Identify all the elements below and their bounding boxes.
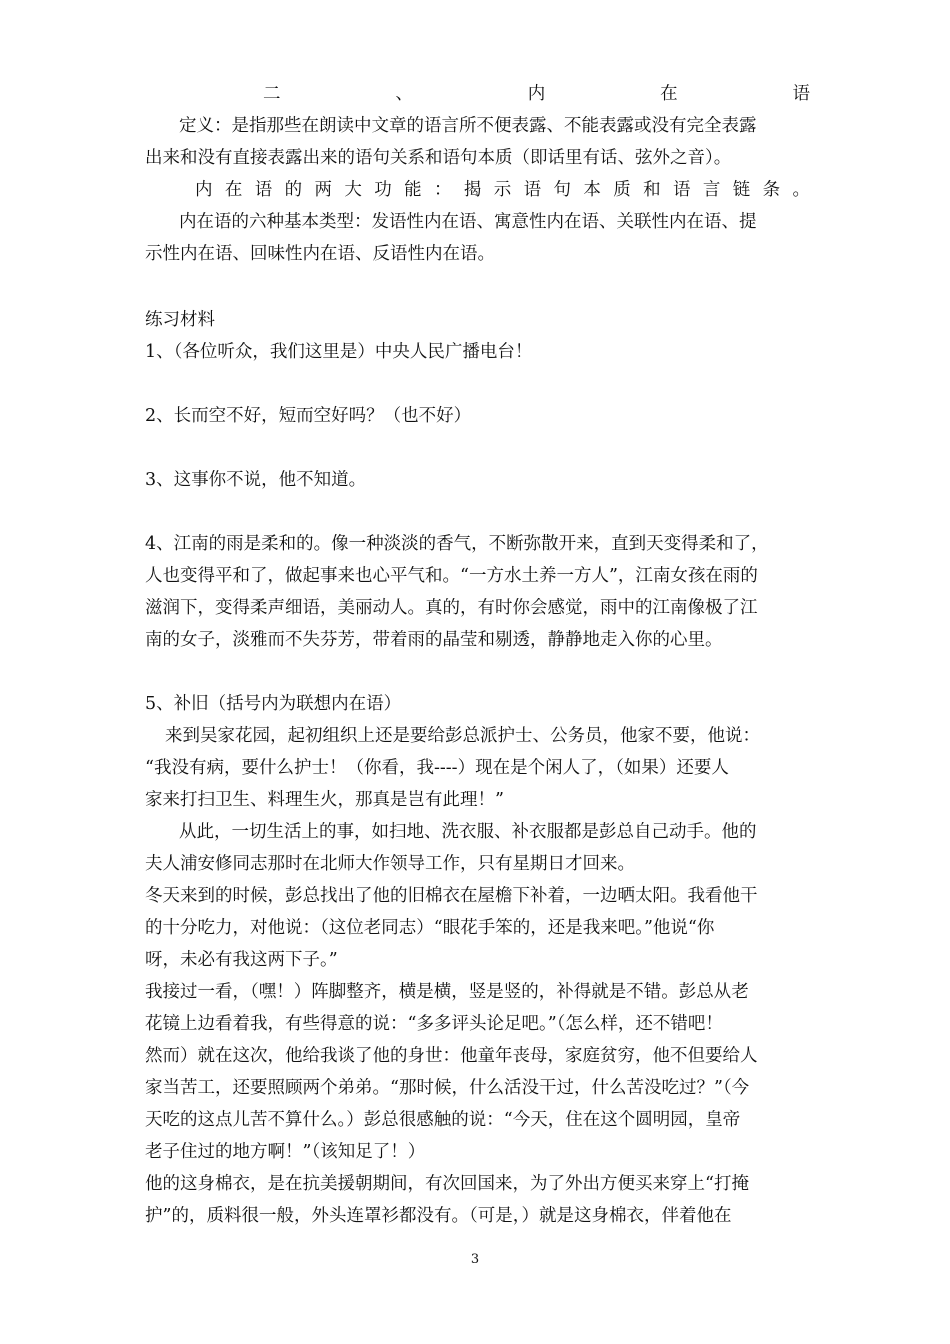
functions-char: 语 — [523, 180, 542, 200]
item5-line: 然而）就在这次，他给我谈了他的身世：他童年丧母，家庭贫穷，他不但要给人 — [145, 1046, 758, 1066]
functions-char: 功 — [374, 180, 392, 200]
functions-char: 质 — [613, 180, 631, 200]
item4-line: 人也变得平和了，做起事来也心平气和。“一方水土养一方人”，江南女孩在雨的 — [145, 566, 758, 586]
functions-char: 大 — [344, 180, 362, 200]
functions-char: 揭 — [463, 180, 482, 200]
item5-line: “我没有病，要什么护士！（你看，我----）现在是个闲人了，（如果）还要人 — [145, 758, 729, 778]
practice-item-1: 1、（各位听众，我们这里是）中央人民广播电台！ — [145, 342, 533, 362]
definition-line: 出来和没有直接表露出来的语句关系和语句本质（即话里有话、弦外之音）。 — [145, 148, 732, 168]
heading-char: 内 — [527, 84, 546, 104]
functions-char: 的 — [284, 180, 303, 200]
functions-char: 内 — [195, 180, 213, 200]
functions-char: 和 — [643, 180, 661, 200]
heading-char: 在 — [660, 84, 678, 104]
item5-line: 护”的，质料很一般，外头连罩衫都没有。（可是，）就是这身棉衣，伴着他在 — [145, 1206, 732, 1226]
item5-line: 冬天来到的时候，彭总找出了他的旧棉衣在屋檐下补着，一边晒太阳。我看他干 — [145, 886, 758, 906]
functions-char: 在 — [224, 180, 243, 200]
item5-line: 呀，未必有我这两下子。” — [145, 950, 338, 970]
page-number: 3 — [470, 1252, 480, 1267]
item5-line: 他的这身棉衣，是在抗美援朝期间，有次回国来，为了外出方便买来穿上“打掩 — [145, 1174, 749, 1194]
definition-line: 定义：是指那些在朗读中文章的语言所不便表露、不能表露或没有完全表露 — [179, 116, 757, 136]
heading-char: 、 — [395, 84, 413, 104]
section-heading — [263, 82, 810, 106]
practice-item-5-title: 5、补旧（括号内为联想内在语） — [145, 694, 402, 714]
item5-line: 我接过一看，（嘿！）阵脚整齐，横是横，竖是竖的，补得就是不错。彭总从老 — [145, 982, 749, 1002]
item5-line: 的十分吃力，对他说：（这位老同志）“眼花手笨的，还是我来吧。”他说“你 — [145, 918, 715, 938]
item5-line: 家当苦工，还要照顾两个弟弟。“那时候，什么活没干过，什么苦没吃过？”（今 — [145, 1078, 750, 1098]
item4-line: 滋润下，变得柔声细语，美丽动人。真的，有时你会感觉，雨中的江南像极了江 — [145, 598, 758, 618]
types-line: 示性内在语、回味性内在语、反语性内在语。 — [145, 244, 495, 264]
functions-char: 能 — [404, 180, 422, 200]
functions-char: 言 — [702, 180, 721, 200]
item5-line: 花镜上边看着我，有些得意的说：“多多评头论足吧。”（怎么样，还不错吧！ — [145, 1014, 723, 1034]
heading-char: 语 — [792, 84, 810, 104]
functions-char: 两 — [314, 180, 332, 200]
item5-line: 来到吴家花园，起初组织上还是要给彭总派护士、公务员，他家不要，他说： — [165, 726, 760, 746]
functions-char: 语 — [254, 180, 273, 200]
item4-line: 4、江南的雨是柔和的。像一种淡淡的香气，不断弥散开来，直到天变得柔和了， — [145, 534, 769, 554]
practice-title: 练习材料 — [145, 310, 215, 330]
item4-line: 南的女子，淡雅而不失芬芳，带着雨的晶莹和剔透，静静地走入你的心里。 — [145, 630, 723, 650]
item5-line: 天吃的这点儿苦不算什么。）彭总很感触的说：“今天，住在这个圆明园，皇帝 — [145, 1110, 741, 1130]
functions-char: 语 — [673, 180, 691, 200]
item5-line: 夫人浦安修同志那时在北师大作领导工作，只有星期日才回来。 — [145, 854, 635, 874]
functions-char: 示 — [493, 180, 512, 200]
functions-char: 链 — [732, 180, 751, 200]
functions-char: 条 — [762, 180, 781, 200]
item5-line: 老子住过的地方啊！”（该知足了！） — [145, 1142, 426, 1162]
practice-item-2: 2、长而空不好，短而空好吗？（也不好） — [145, 406, 472, 426]
practice-item-3: 3、这事你不说，他不知道。 — [145, 470, 367, 490]
item5-line: 从此，一切生活上的事，如扫地、洗衣服、补衣服都是彭总自己动手。他的 — [179, 822, 757, 842]
heading-char: 二 — [263, 84, 281, 104]
functions-char: 本 — [583, 180, 601, 200]
types-line: 内在语的六种基本类型：发语性内在语、寓意性内在语、关联性内在语、提 — [179, 212, 757, 232]
functions-line — [195, 178, 810, 202]
item5-line: 家来打扫卫生、料理生火，那真是岂有此理！” — [145, 790, 504, 810]
functions-char: ： — [434, 180, 452, 200]
functions-char: 。 — [792, 180, 810, 200]
functions-char: 句 — [553, 180, 571, 200]
